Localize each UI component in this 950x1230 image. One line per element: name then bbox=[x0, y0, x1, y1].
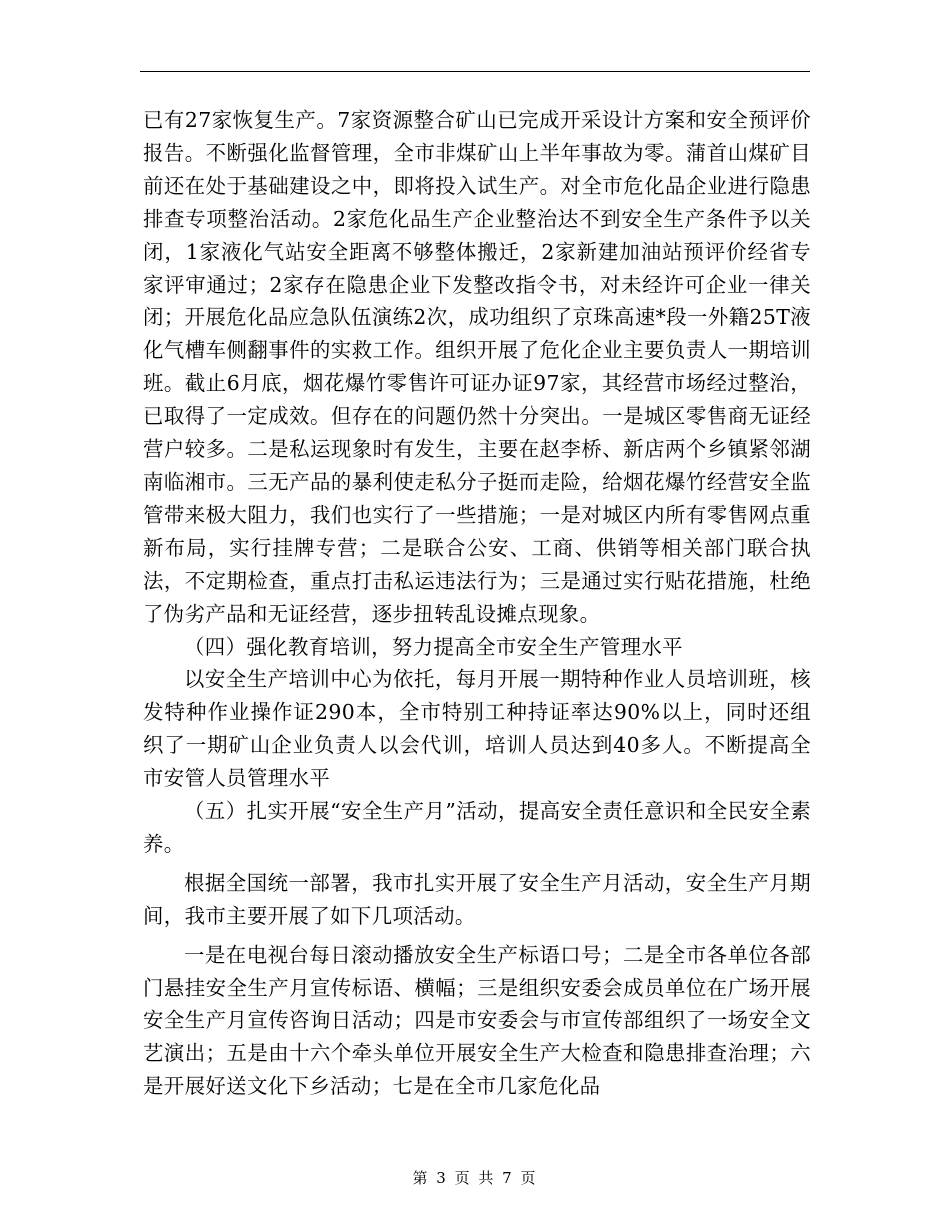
section-heading-safety-month: （五）扎实开展“安全生产月”活动，提高安全责任意识和全民安全素养。 bbox=[143, 799, 811, 856]
paragraph-hazmat-fireworks: 已有27家恢复生产。7家资源整合矿山已完成开采设计方案和安全预评价报告。不断强化监督管理，全市非煤矿山上半年事故为零。蒲首山煤矿目前还在处于基础建设之中，即将投入试生产。对全市危化品企业进行隐患排查专项整治活动。2家危化品生产企业整治达不到安全生产条件予以关闭，1家液化气站安全距离不够整体搬迁，2家新建加油站预评价经省专家评审通过；2家存在隐患企业下发整改指令书，对未经许可企业一律关闭；开展危化品应急队伍演练2次，成功组织了京珠高速*段一外籍25T液化气槽车侧翻事件的实救工作。组织开展了危化企业主要负责人一期培训班。截止6月底，烟花爆竹零售许可证办证97家，其经营市场经过整治，已取得了一定成效。但存在的问题仍然十分突出。一是城区零售商无证经营户较多。二是私运现象时有发生，主要在赵李桥、新店两个乡镇紧邻湖南临湘市。三无产品的暴利使走私分子挺而走险，给烟花爆竹经营安全监管带来极大阻力，我们也实行了一些措施；一是对城区内所有零售网点重新布局，实行挂牌专营；二是联合公安、工商、供销等相关部门联合执法，不定期检查，重点打击私运违法行为；三是通过实行贴花措施，杜绝了伪劣产品和无证经营，逐步扭转乱设摊点现象。 bbox=[143, 108, 811, 626]
page-footer: 第 3 页 共 7 页 bbox=[412, 1169, 538, 1187]
section-heading-training: （四）强化教育培训，努力提高全市安全生产管理水平 bbox=[184, 634, 683, 659]
paragraph-safety-month-activities: 一是在电视台每日滚动播放安全生产标语口号；二是全市各单位各部门悬挂安全生产月宣传标语、横幅；三是组织安委会成员单位在广场开展安全生产月宣传咨询日活动；四是市安委会与市宣传部组织了一场安全文艺演出；五是由十六个牵头单位开展安全生产大检查和隐患排查治理；六是开展好送文化下乡活动；七是在全市几家危化品 bbox=[143, 942, 811, 1099]
paragraph-training: 以安全生产培训中心为依托，每月开展一期特种作业人员培训班，核发特种作业操作证290本，全市特别工种持证率达90%以上，同时还组织了一期矿山企业负责人以会代训，培训人员达到40多人。不断提高全市安管人员管理水平 bbox=[143, 667, 811, 791]
paragraph-safety-month-intro: 根据全国统一部署，我市扎实开展了安全生产月活动，安全生产月期间，我市主要开展了如下几项活动。 bbox=[143, 870, 811, 928]
document-body bbox=[143, 104, 811, 1103]
header-rule bbox=[140, 71, 810, 72]
